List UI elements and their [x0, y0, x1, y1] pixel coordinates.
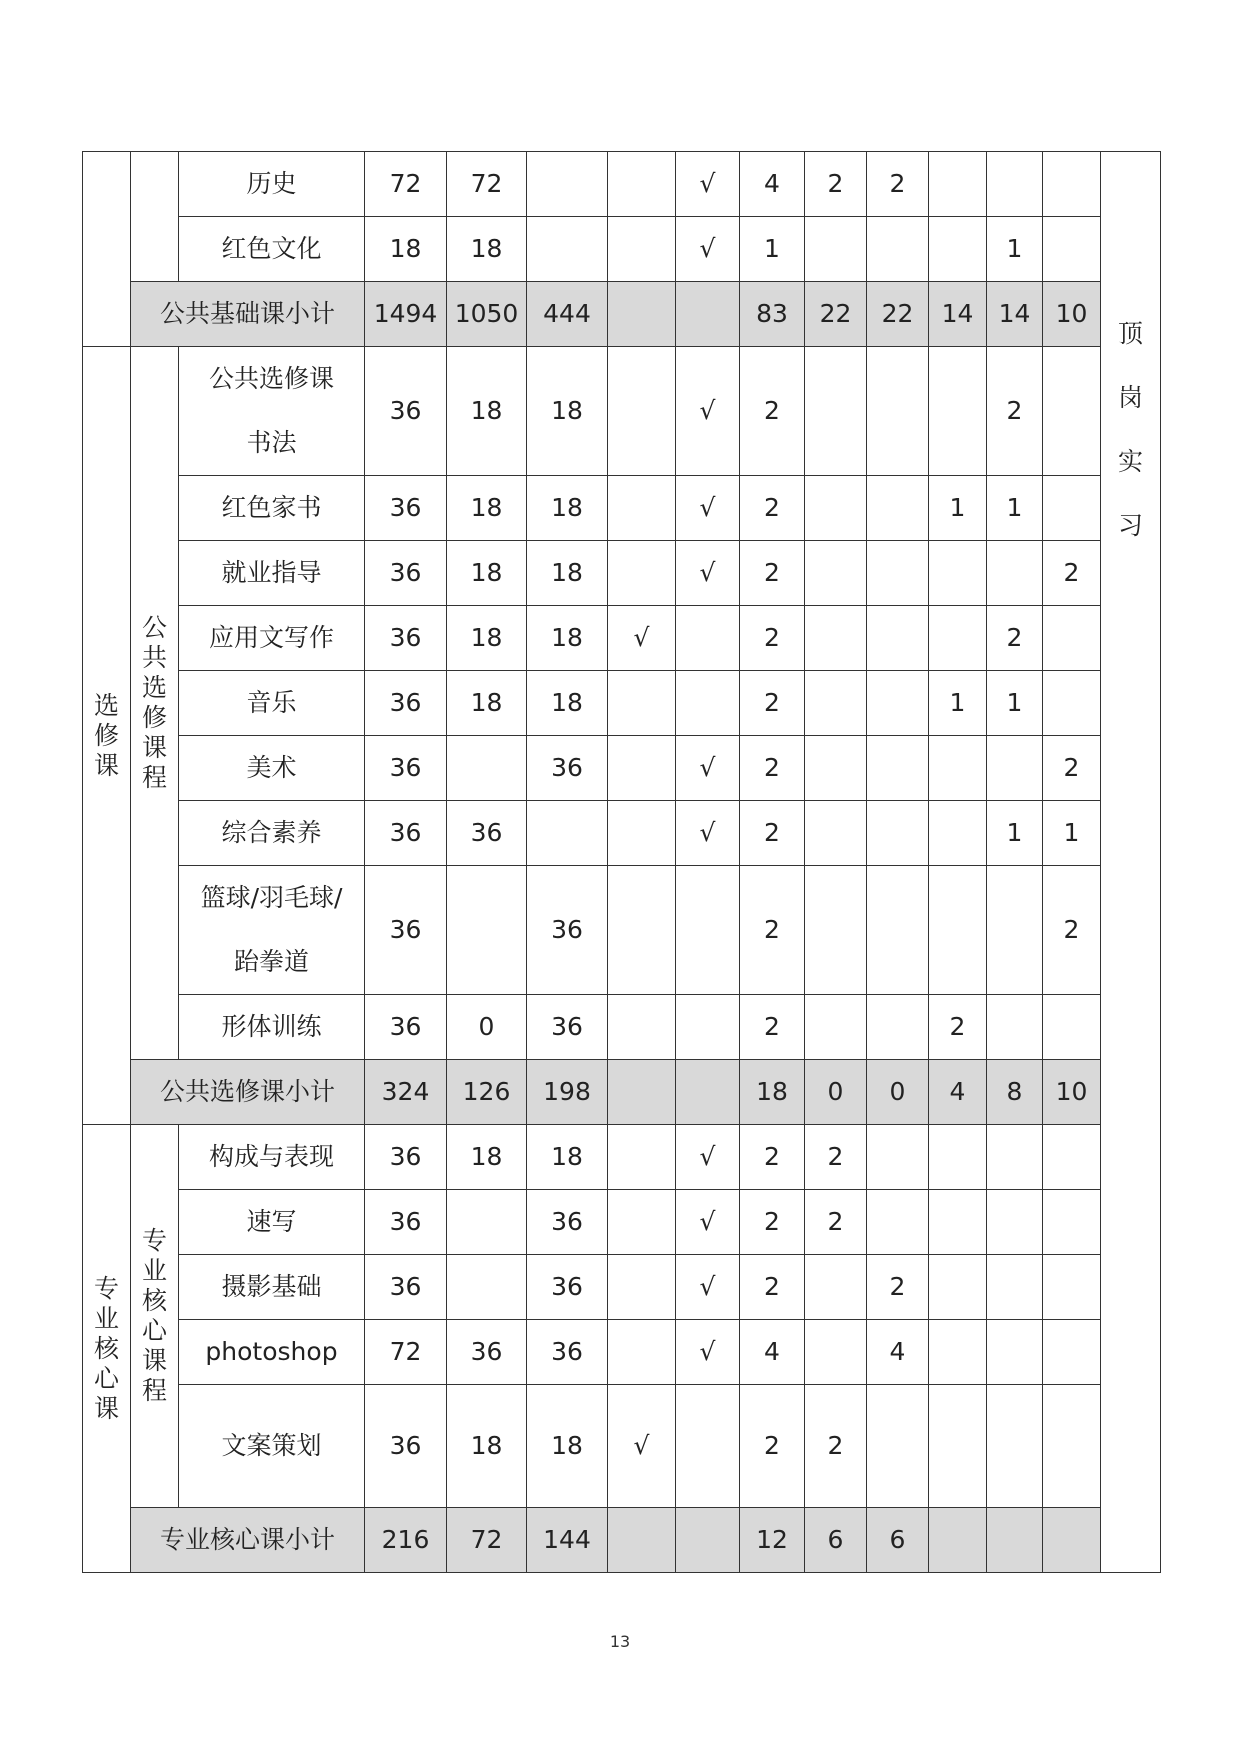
value-cell [608, 801, 676, 866]
value-cell: 1 [987, 671, 1043, 736]
course-name-cell: 形体训练 [179, 995, 365, 1060]
value-cell: 36 [527, 1255, 608, 1320]
value-cell: 324 [365, 1060, 447, 1125]
value-cell: 4 [740, 1320, 805, 1385]
value-cell: 4 [929, 1060, 987, 1125]
value-cell [527, 801, 608, 866]
value-cell: 2 [1043, 736, 1101, 801]
value-cell: 2 [740, 736, 805, 801]
vertical-char: 实 [1117, 447, 1143, 476]
value-cell: √ [676, 476, 740, 541]
value-cell: 2 [867, 1255, 929, 1320]
value-cell [608, 217, 676, 282]
value-cell [447, 866, 527, 995]
value-cell [805, 476, 867, 541]
value-cell [608, 1255, 676, 1320]
value-cell: 18 [447, 1385, 527, 1508]
value-cell [867, 541, 929, 606]
value-cell [608, 671, 676, 736]
value-cell: 36 [447, 801, 527, 866]
value-cell: 18 [447, 1125, 527, 1190]
value-cell [867, 671, 929, 736]
value-cell: √ [676, 1320, 740, 1385]
value-cell: 2 [740, 347, 805, 476]
value-cell: 1 [1043, 801, 1101, 866]
value-cell: 126 [447, 1060, 527, 1125]
value-cell: 36 [365, 1385, 447, 1508]
value-cell [929, 1385, 987, 1508]
value-cell: 2 [987, 347, 1043, 476]
value-cell: 18 [447, 347, 527, 476]
value-cell: 2 [740, 866, 805, 995]
value-cell: 18 [447, 476, 527, 541]
value-cell: 1 [929, 671, 987, 736]
value-cell [867, 606, 929, 671]
value-cell: 2 [740, 801, 805, 866]
value-cell: 2 [740, 995, 805, 1060]
value-cell [867, 866, 929, 995]
value-cell: 36 [365, 866, 447, 995]
value-cell [867, 1385, 929, 1508]
value-cell: 18 [527, 671, 608, 736]
value-cell: 2 [740, 1190, 805, 1255]
value-cell: 2 [740, 541, 805, 606]
value-cell [1043, 1508, 1101, 1573]
value-cell [929, 1508, 987, 1573]
value-cell [608, 282, 676, 347]
value-cell: 18 [365, 217, 447, 282]
value-cell [527, 152, 608, 217]
value-cell: 8 [987, 1060, 1043, 1125]
value-cell [676, 1508, 740, 1573]
value-cell [1043, 1190, 1101, 1255]
value-cell [676, 995, 740, 1060]
value-cell: 0 [867, 1060, 929, 1125]
value-cell [867, 801, 929, 866]
value-cell: √ [676, 217, 740, 282]
value-cell: 2 [1043, 541, 1101, 606]
subcategory-cell [131, 152, 179, 282]
value-cell [929, 217, 987, 282]
vertical-char: 顶 [1117, 319, 1143, 348]
value-cell [987, 1125, 1043, 1190]
vertical-char: 公 [141, 613, 167, 642]
table-row [83, 801, 1161, 866]
value-cell [929, 347, 987, 476]
value-cell: 18 [527, 347, 608, 476]
value-cell [867, 217, 929, 282]
value-cell [608, 541, 676, 606]
value-cell: 36 [365, 476, 447, 541]
course-name-cell: photoshop [179, 1320, 365, 1385]
table-row [83, 1190, 1161, 1255]
value-cell [1043, 217, 1101, 282]
value-cell: 6 [867, 1508, 929, 1573]
value-cell: 1 [987, 476, 1043, 541]
value-cell: √ [608, 606, 676, 671]
table-row [83, 217, 1161, 282]
value-cell: 1494 [365, 282, 447, 347]
value-cell: 2 [987, 606, 1043, 671]
value-cell: √ [676, 347, 740, 476]
value-cell [608, 1190, 676, 1255]
value-cell [867, 995, 929, 1060]
value-cell: 12 [740, 1508, 805, 1573]
table-row [83, 995, 1161, 1060]
vertical-char: 选 [141, 673, 167, 702]
value-cell: 1 [987, 801, 1043, 866]
value-cell: 72 [365, 152, 447, 217]
value-cell [805, 736, 867, 801]
value-cell: 2 [740, 1255, 805, 1320]
value-cell [987, 1255, 1043, 1320]
value-cell: 1050 [447, 282, 527, 347]
course-name-cell [179, 347, 365, 476]
value-cell [676, 671, 740, 736]
vertical-char: 课 [141, 733, 167, 762]
value-cell: 2 [1043, 866, 1101, 995]
value-cell [929, 736, 987, 801]
value-cell: 2 [805, 1125, 867, 1190]
course-name-cell: 音乐 [179, 671, 365, 736]
value-cell [1043, 1385, 1101, 1508]
value-cell [987, 866, 1043, 995]
value-cell: 198 [527, 1060, 608, 1125]
value-cell [805, 217, 867, 282]
value-cell [608, 347, 676, 476]
value-cell: 72 [365, 1320, 447, 1385]
internship-cell [1101, 152, 1161, 1573]
value-cell [929, 606, 987, 671]
value-cell [676, 606, 740, 671]
vertical-char: 程 [141, 763, 167, 792]
value-cell [929, 1320, 987, 1385]
value-cell: 1 [929, 476, 987, 541]
vertical-char: 修 [141, 703, 167, 732]
subtotal-row [83, 1508, 1161, 1573]
value-cell [867, 736, 929, 801]
value-cell [1043, 606, 1101, 671]
value-cell [447, 736, 527, 801]
value-cell: √ [676, 152, 740, 217]
value-cell [608, 152, 676, 217]
vertical-char: 专 [141, 1226, 167, 1255]
value-cell [867, 1125, 929, 1190]
value-cell: 72 [447, 152, 527, 217]
value-cell: 10 [1043, 282, 1101, 347]
value-cell [447, 1255, 527, 1320]
course-name-line: 篮球/羽毛球/ [200, 883, 343, 912]
value-cell [527, 217, 608, 282]
value-cell: 1 [740, 217, 805, 282]
vertical-char: 专 [93, 1273, 119, 1303]
value-cell [608, 1320, 676, 1385]
subtotal-label: 专业核心课小计 [131, 1508, 365, 1573]
value-cell: 18 [527, 606, 608, 671]
value-cell: 22 [805, 282, 867, 347]
value-cell: 14 [929, 282, 987, 347]
value-cell [867, 347, 929, 476]
value-cell: 216 [365, 1508, 447, 1573]
value-cell [805, 347, 867, 476]
value-cell: 18 [527, 476, 608, 541]
value-cell: 36 [365, 736, 447, 801]
value-cell: 36 [365, 671, 447, 736]
subtotal-row [83, 282, 1161, 347]
value-cell [867, 476, 929, 541]
value-cell [1043, 1320, 1101, 1385]
value-cell: 2 [805, 1190, 867, 1255]
value-cell: 2 [805, 152, 867, 217]
value-cell: 4 [740, 152, 805, 217]
value-cell [929, 801, 987, 866]
value-cell [608, 866, 676, 995]
value-cell: 36 [365, 347, 447, 476]
value-cell: 36 [527, 1190, 608, 1255]
value-cell: 18 [447, 671, 527, 736]
vertical-char: 程 [141, 1376, 167, 1405]
table-row [83, 541, 1161, 606]
value-cell: 83 [740, 282, 805, 347]
course-name-cell: 应用文写作 [179, 606, 365, 671]
value-cell: 2 [740, 1125, 805, 1190]
value-cell: 36 [365, 606, 447, 671]
value-cell [867, 1190, 929, 1255]
vertical-char: 心 [141, 1316, 167, 1345]
table-row [83, 606, 1161, 671]
value-cell [929, 1255, 987, 1320]
value-cell: √ [676, 1255, 740, 1320]
table-row [83, 736, 1161, 801]
value-cell: 2 [867, 152, 929, 217]
value-cell: 0 [447, 995, 527, 1060]
vertical-char: 核 [93, 1333, 119, 1363]
value-cell: 18 [740, 1060, 805, 1125]
course-name-cell: 综合素养 [179, 801, 365, 866]
value-cell [987, 152, 1043, 217]
value-cell: 4 [867, 1320, 929, 1385]
value-cell: 18 [447, 606, 527, 671]
value-cell: 0 [805, 1060, 867, 1125]
value-cell [987, 736, 1043, 801]
table-row [83, 1320, 1161, 1385]
value-cell: √ [676, 541, 740, 606]
subcategory-cell [131, 1125, 179, 1508]
value-cell [676, 1385, 740, 1508]
value-cell [805, 606, 867, 671]
value-cell: 2 [740, 1385, 805, 1508]
course-name-cell: 构成与表现 [179, 1125, 365, 1190]
value-cell [805, 1320, 867, 1385]
vertical-char: 修 [93, 720, 119, 750]
value-cell [805, 541, 867, 606]
value-cell: 2 [929, 995, 987, 1060]
value-cell [929, 1125, 987, 1190]
subtotal-label: 公共基础课小计 [131, 282, 365, 347]
value-cell [987, 1320, 1043, 1385]
page-number: 13 [609, 1632, 631, 1651]
value-cell: 36 [365, 995, 447, 1060]
value-cell: 36 [365, 1125, 447, 1190]
course-name-line: 跆拳道 [233, 947, 309, 976]
vertical-char: 习 [1117, 511, 1143, 540]
value-cell: 36 [365, 1190, 447, 1255]
vertical-char: 业 [93, 1303, 119, 1333]
course-name-cell: 美术 [179, 736, 365, 801]
subtotal-row [83, 1060, 1161, 1125]
value-cell: √ [676, 1125, 740, 1190]
course-name-cell: 红色家书 [179, 476, 365, 541]
vertical-char: 核 [141, 1286, 167, 1315]
value-cell: 444 [527, 282, 608, 347]
value-cell [676, 866, 740, 995]
curriculum-table [82, 151, 1161, 1573]
category-cell [83, 1125, 131, 1573]
table-row [83, 476, 1161, 541]
value-cell: √ [608, 1385, 676, 1508]
value-cell [676, 282, 740, 347]
value-cell: 36 [527, 1320, 608, 1385]
value-cell [805, 801, 867, 866]
value-cell [987, 541, 1043, 606]
subtotal-label: 公共选修课小计 [131, 1060, 365, 1125]
vertical-char: 课 [93, 1393, 119, 1423]
value-cell: 14 [987, 282, 1043, 347]
value-cell [1043, 152, 1101, 217]
value-cell [447, 1190, 527, 1255]
course-name-line: 公共选修课 [208, 364, 334, 393]
value-cell: 22 [867, 282, 929, 347]
value-cell: 18 [527, 541, 608, 606]
value-cell: 36 [365, 541, 447, 606]
value-cell: 144 [527, 1508, 608, 1573]
table-row [83, 152, 1161, 217]
value-cell [929, 1190, 987, 1255]
value-cell [608, 995, 676, 1060]
course-name-cell: 就业指导 [179, 541, 365, 606]
value-cell [1043, 1255, 1101, 1320]
course-name-cell: 摄影基础 [179, 1255, 365, 1320]
value-cell: 10 [1043, 1060, 1101, 1125]
value-cell: 18 [527, 1385, 608, 1508]
value-cell [805, 1255, 867, 1320]
value-cell [805, 671, 867, 736]
table-row [83, 866, 1161, 995]
value-cell: 36 [365, 801, 447, 866]
value-cell: 36 [527, 736, 608, 801]
value-cell [987, 1508, 1043, 1573]
vertical-char: 业 [141, 1256, 167, 1285]
vertical-char: 岗 [1117, 383, 1143, 412]
value-cell [929, 866, 987, 995]
value-cell: 1 [987, 217, 1043, 282]
value-cell: 6 [805, 1508, 867, 1573]
value-cell [987, 1190, 1043, 1255]
value-cell: 2 [740, 671, 805, 736]
value-cell [608, 1508, 676, 1573]
value-cell [1043, 347, 1101, 476]
table-row [83, 1255, 1161, 1320]
value-cell: 2 [740, 476, 805, 541]
value-cell: 18 [447, 217, 527, 282]
table-row [83, 1125, 1161, 1190]
value-cell: 36 [527, 995, 608, 1060]
value-cell: √ [676, 736, 740, 801]
value-cell [1043, 476, 1101, 541]
value-cell [1043, 671, 1101, 736]
value-cell: √ [676, 801, 740, 866]
value-cell: 18 [527, 1125, 608, 1190]
value-cell [805, 995, 867, 1060]
vertical-char: 选 [93, 690, 119, 720]
table-row [83, 671, 1161, 736]
value-cell [676, 1060, 740, 1125]
course-name-cell: 速写 [179, 1190, 365, 1255]
value-cell [608, 1125, 676, 1190]
course-name-cell: 历史 [179, 152, 365, 217]
value-cell [929, 152, 987, 217]
value-cell [608, 736, 676, 801]
value-cell [608, 476, 676, 541]
value-cell [929, 541, 987, 606]
value-cell: 36 [365, 1255, 447, 1320]
table-row [83, 1385, 1161, 1508]
course-name-cell: 文案策划 [179, 1385, 365, 1508]
table-row [83, 347, 1161, 476]
course-name-cell: 红色文化 [179, 217, 365, 282]
value-cell [987, 995, 1043, 1060]
vertical-char: 共 [141, 643, 167, 672]
vertical-char: 心 [93, 1363, 119, 1393]
value-cell: 18 [447, 541, 527, 606]
value-cell: √ [676, 1190, 740, 1255]
value-cell [608, 1060, 676, 1125]
value-cell: 72 [447, 1508, 527, 1573]
course-name-cell [179, 866, 365, 995]
category-cell [83, 347, 131, 1125]
value-cell: 2 [805, 1385, 867, 1508]
vertical-char: 课 [93, 750, 119, 780]
value-cell [987, 1385, 1043, 1508]
subcategory-cell [131, 347, 179, 1060]
category-cell [83, 152, 131, 347]
value-cell: 36 [447, 1320, 527, 1385]
value-cell: 36 [527, 866, 608, 995]
vertical-char: 课 [141, 1346, 167, 1375]
value-cell [1043, 1125, 1101, 1190]
value-cell [805, 866, 867, 995]
value-cell [1043, 995, 1101, 1060]
value-cell: 2 [740, 606, 805, 671]
course-name-line: 书法 [246, 428, 297, 457]
